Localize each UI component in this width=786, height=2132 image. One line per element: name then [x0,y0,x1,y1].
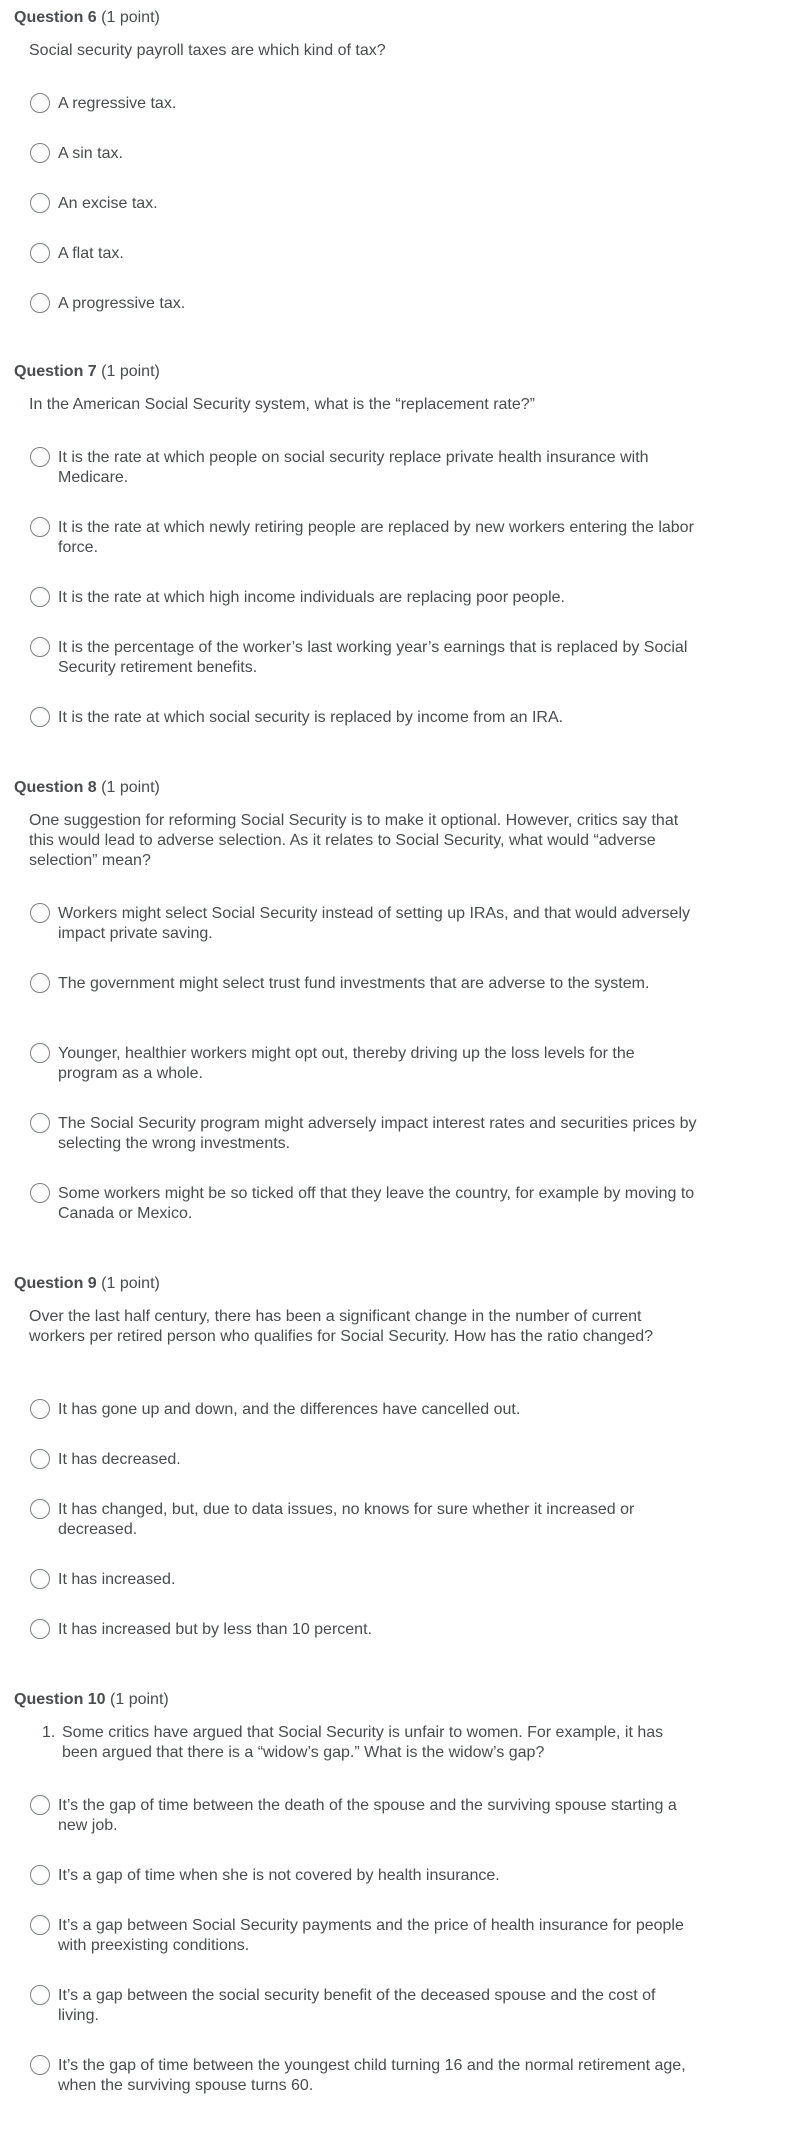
answer-label[interactable]: A sin tax. [58,145,123,162]
radio-button[interactable] [30,1183,50,1203]
answer-label[interactable]: The government might select trust fund investments that are adverse to the system. [58,975,650,992]
answer-option[interactable] [30,903,691,942]
question-title: Question 10 [14,1691,106,1708]
answer-label[interactable]: It is the rate at which social security is replaced by income from an IRA. [58,709,564,726]
radio-button[interactable] [30,1399,50,1419]
answer-option[interactable] [30,1865,680,1889]
question-points: (1 point) [101,9,160,26]
question-prompt: One suggestion for reforming Social Security is to make it optional. However, critics say that this would lead to adverse selection. As it relates to Social Security, what would “adverse selection” mean? [29,812,679,869]
answer-option[interactable] [30,1499,680,1538]
question-prompt: Social security payroll taxes are which kind of tax? [29,42,386,59]
radio-button[interactable] [30,1449,50,1469]
radio-button[interactable] [30,707,50,727]
question-points: (1 point) [101,779,160,796]
answer-label[interactable]: It is the rate at which newly retiring people are replaced by new workers entering the labor force. [58,519,694,556]
answer-option[interactable] [30,1915,684,1954]
answer-option[interactable] [30,1569,680,1593]
answer-label[interactable]: It has gone up and down, and the differences have cancelled out. [58,1401,521,1418]
answer-label[interactable]: It is the rate at which people on social security replace private health insurance with Medicare. [58,449,649,486]
question-points: (1 point) [101,1275,160,1292]
answer-option[interactable] [30,707,680,731]
prompt-text: Some critics have argued that Social Security is unfair to women. For example, it has been argued that there is a “widow’s gap.” What is the widow’s gap? [62,1724,664,1761]
answer-option[interactable] [30,1619,680,1643]
radio-button[interactable] [30,903,50,923]
answer-option[interactable] [30,1449,680,1473]
question-prompt: Over the last half century, there has been a significant change in the number of current workers per retired person who qualifies for Social Security. How has the ratio changed? [29,1308,654,1345]
radio-button[interactable] [30,1795,50,1815]
prompt-list-number: 1. [42,1724,56,1741]
radio-button[interactable] [30,1569,50,1589]
question-points: (1 point) [110,1691,169,1708]
radio-button[interactable] [30,973,50,993]
answer-label[interactable]: It’s a gap between Social Security payments and the price of health insurance for people with preexisting conditions. [58,1917,684,1954]
question-header [14,1274,160,1294]
radio-button[interactable] [30,243,50,263]
answer-option[interactable] [30,587,680,611]
radio-button[interactable] [30,1499,50,1519]
radio-button[interactable] [30,587,50,607]
answer-option[interactable] [30,93,680,117]
answer-label[interactable]: It’s the gap of time between the youngest child turning 16 and the normal retirement age, when the surviving spouse turns 60. [58,2057,686,2094]
radio-button[interactable] [30,1985,50,2005]
answer-option[interactable] [30,1113,697,1152]
answer-option[interactable] [30,517,694,556]
radio-button[interactable] [30,143,50,163]
answer-option[interactable] [30,1795,680,1834]
answer-option[interactable] [30,293,680,317]
radio-button[interactable] [30,447,50,467]
question-title: Question 9 [14,1275,97,1292]
answer-option[interactable] [30,1399,680,1423]
radio-button[interactable] [30,1915,50,1935]
answer-option[interactable] [30,1043,680,1082]
answer-option[interactable] [30,637,688,676]
question-title: Question 7 [14,363,97,380]
answer-label[interactable]: It is the rate at which high income individuals are replacing poor people. [58,589,565,606]
radio-button[interactable] [30,2055,50,2075]
answer-label[interactable]: The Social Security program might adversely impact interest rates and securities prices by selecting the wrong investments. [58,1115,697,1152]
question-prompt [42,1723,682,1763]
answer-option[interactable] [30,1183,695,1222]
question-title: Question 6 [14,9,97,26]
radio-button[interactable] [30,1043,50,1063]
answer-option[interactable] [30,193,680,217]
answer-label[interactable]: It’s a gap of time when she is not covered by health insurance. [58,1867,500,1884]
answer-option[interactable] [30,973,680,997]
answer-option[interactable] [30,143,680,167]
answer-label[interactable]: A flat tax. [58,245,124,262]
radio-button[interactable] [30,1113,50,1133]
answer-label[interactable]: It has decreased. [58,1451,181,1468]
radio-button[interactable] [30,193,50,213]
radio-button[interactable] [30,637,50,657]
answer-label[interactable]: Some workers might be so ticked off that they leave the country, for example by moving to Canada or Mexico. [58,1185,695,1222]
answer-label[interactable]: It has increased but by less than 10 percent. [58,1621,372,1638]
radio-button[interactable] [30,1865,50,1885]
question-title: Question 8 [14,779,97,796]
question-prompt: In the American Social Security system, what is the “replacement rate?” [29,396,535,413]
question-header [14,8,160,28]
question-points: (1 point) [101,363,160,380]
answer-option[interactable] [30,243,680,267]
answer-option[interactable] [30,2055,686,2094]
answer-option[interactable] [30,1985,680,2024]
answer-label[interactable]: It’s the gap of time between the death of the spouse and the surviving spouse starting a new job. [58,1797,677,1834]
radio-button[interactable] [30,1619,50,1639]
answer-option[interactable] [30,447,680,486]
radio-button[interactable] [30,293,50,313]
answer-label[interactable]: It’s a gap between the social security benefit of the deceased spouse and the cost of living. [58,1987,656,2024]
radio-button[interactable] [30,517,50,537]
answer-label[interactable]: It has changed, but, due to data issues, no knows for sure whether it increased or decreased. [58,1501,635,1538]
question-header [14,362,160,382]
answer-label[interactable]: It has increased. [58,1571,176,1588]
answer-label[interactable]: A progressive tax. [58,295,186,312]
answer-label[interactable]: It is the percentage of the worker’s last working year’s earnings that is replaced by Social Security retirement benefits. [58,639,688,676]
answer-label[interactable]: An excise tax. [58,195,158,212]
radio-button[interactable] [30,93,50,113]
answer-label[interactable]: A regressive tax. [58,95,177,112]
question-header [14,778,160,798]
answer-label[interactable]: Younger, healthier workers might opt out, thereby driving up the loss levels for the program as a whole. [58,1045,635,1082]
question-header [14,1690,169,1710]
answer-label[interactable]: Workers might select Social Security instead of setting up IRAs, and that would adversely impact private saving. [58,905,691,942]
